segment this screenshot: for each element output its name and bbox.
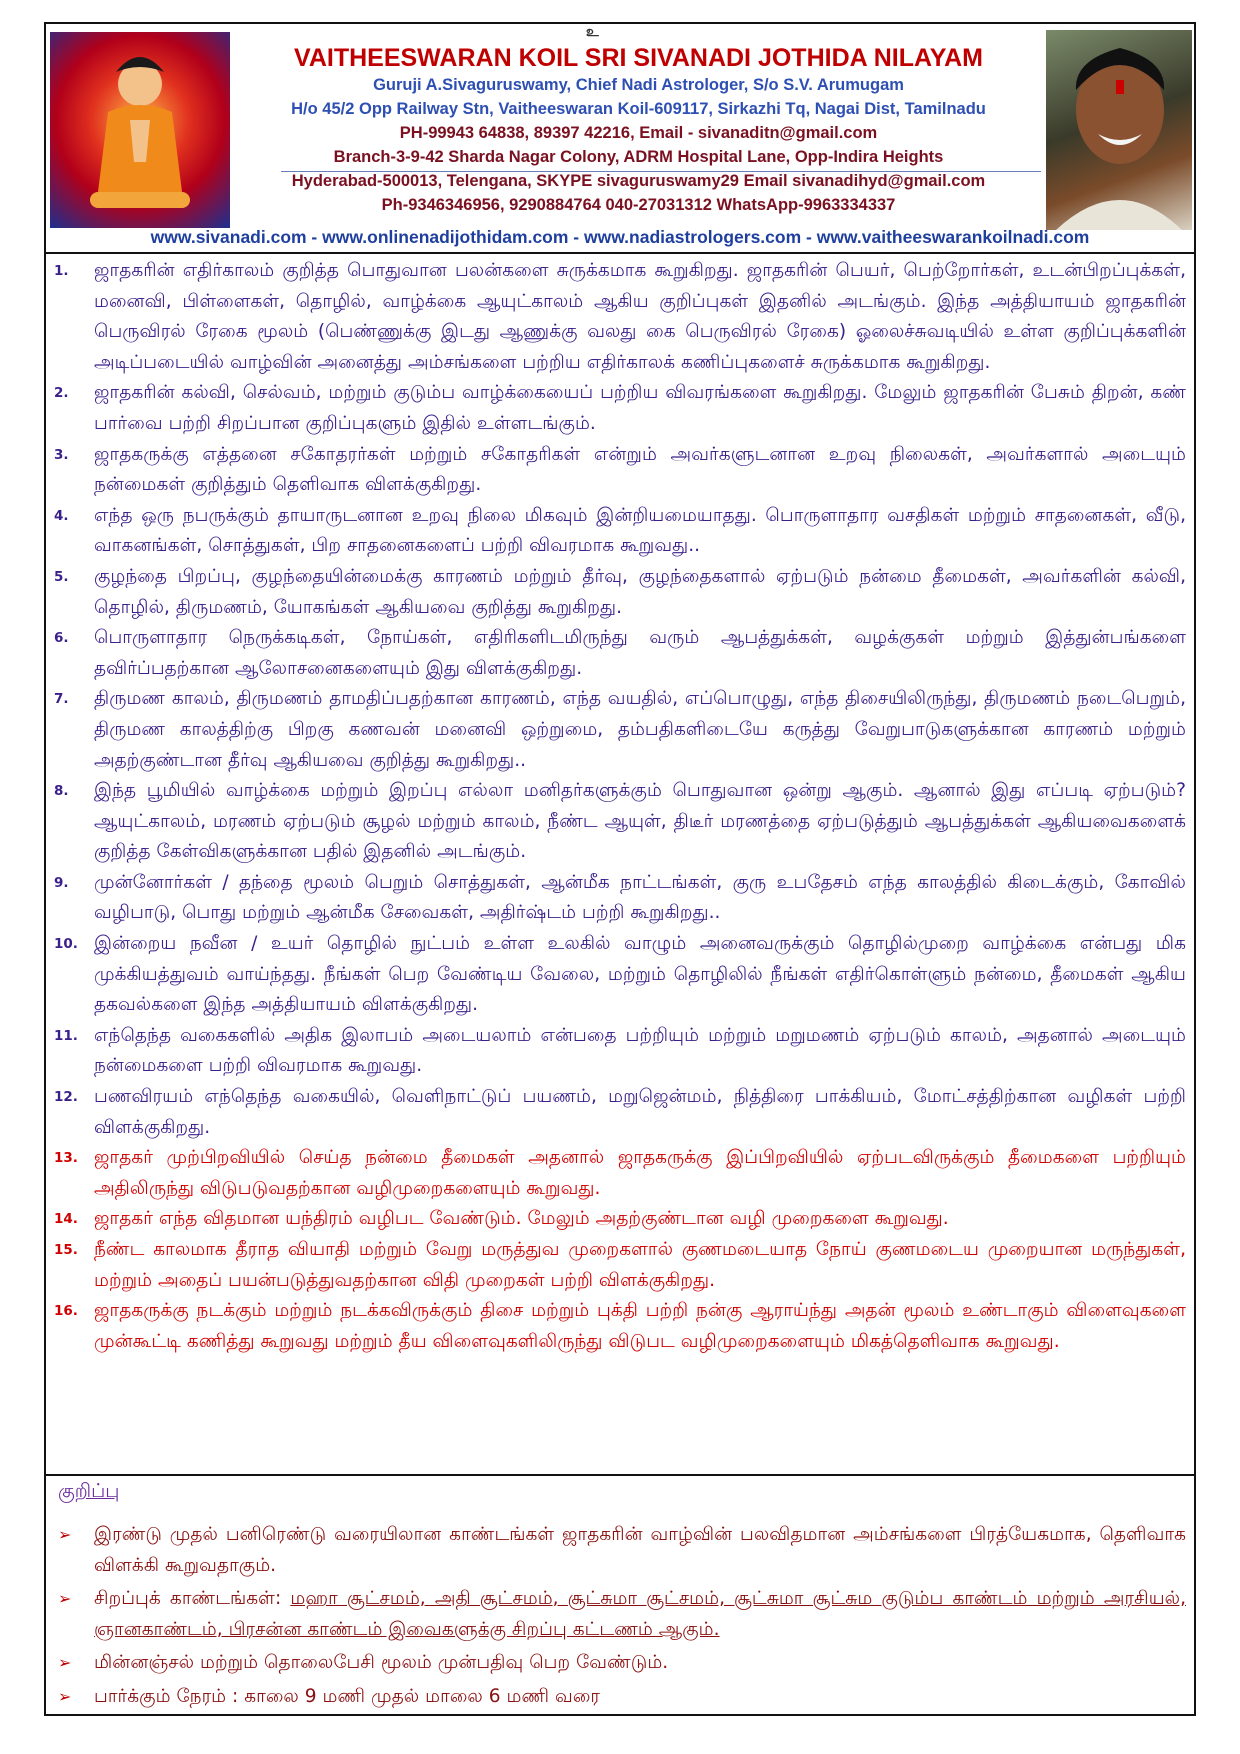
branch-line-3: Ph-9346346956, 9290884764 040-27031312 WhatsApp-9963334337 xyxy=(381,196,896,214)
note-item xyxy=(46,1520,1194,1581)
guruji-line: Guruji A.Sivaguruswamy, Chief Nadi Astrologer, S/o S.V. Arumugam xyxy=(373,76,904,94)
note-text: பார்க்கும் நேரம் : காலை 9 மணி முதல் மாலை 6 மணி வரை xyxy=(94,1685,601,1707)
item-number: 12. xyxy=(54,1089,78,1106)
list-item xyxy=(46,1082,1194,1143)
deity-figure-icon xyxy=(50,32,230,228)
item-number: 13. xyxy=(54,1150,78,1167)
deity-image xyxy=(50,32,230,228)
list-item xyxy=(46,501,1194,562)
list-item xyxy=(46,378,1194,439)
note-item xyxy=(46,1584,1194,1645)
notes-list xyxy=(46,1520,1194,1716)
note-item xyxy=(46,1648,1194,1679)
list-item xyxy=(46,562,1194,623)
item-text: ஜாதகர் எந்த விதமான யந்திரம் வழிபட வேண்டும். மேலும் அதற்குண்டான வழி முறைகளை கூறுவது. xyxy=(94,1208,949,1230)
item-number: 4. xyxy=(54,507,69,524)
item-number: 10. xyxy=(54,936,78,953)
item-text: எந்தெந்த வகைகளில் அதிக இலாபம் அடையலாம் என்பதை பற்றியும் மற்றும் மறுமணம் ஏற்படும் காலம், அதனால் அடையும் நன்மைகளை பற்றி விவரமாக கூறுவது. xyxy=(94,1024,1186,1077)
item-number: 6. xyxy=(54,630,69,647)
item-number: 7. xyxy=(54,691,69,708)
portrait-icon xyxy=(1046,30,1192,230)
item-text: இந்த பூமியில் வாழ்க்கை மற்றும் இறப்பு எல்லா மனிதர்களுக்கும் பொதுவான ஒன்று ஆகும். ஆனால் இது எப்படி ஏற்படும்? ஆயுட்காலம், மரணம் ஏற்படும் சூழல் மற்றும் காலம், நீண்ட ஆயுள், திடீர் மரணத்தை ஏற்படுத்தும் ஆபத்துக்கள் ஆகியவைகளைக் குறித்த கேள்விகளுக்கான பதில் இதனில் அடங்கும். xyxy=(94,780,1186,863)
item-text: குழந்தை பிறப்பு, குழந்தையின்மைக்கு காரணம் மற்றும் தீர்வு, குழந்தைகளால் ஏற்படும் நன்மை தீமைகள், அவர்களின் கல்வி, தொழில், திருமணம், யோகங்கள் ஆகியவை குறித்து கூறுகிறது. xyxy=(94,565,1186,618)
item-number: 9. xyxy=(54,874,69,891)
arrow-bullet-icon: ➢ xyxy=(58,1686,72,1706)
item-text: இன்றைய நவீன / உயர் தொழில் நுட்பம் உள்ள உலகில் வாழும் அனைவருக்கும் தொழில்முறை வாழ்க்கை என்பது மிக முக்கியத்துவம் வாய்ந்தது. நீங்கள் பெற வேண்டிய வேலை, மற்றும் தொழிலில் நீங்கள் எதிர்கொள்ளும் நன்மை, தீமைகள் ஆகிய தகவல்களை இந்த அத்தியாயம் விளக்குகிறது. xyxy=(94,933,1186,1016)
item-number: 3. xyxy=(54,446,69,463)
item-text: ஜாதகரின் கல்வி, செல்வம், மற்றும் குடும்ப வாழ்க்கையைப் பற்றிய விவரங்களை கூறுகிறது. மேலும் ஜாதகரின் பேசும் திறன், கண் பார்வை பற்றி சிறப்பான குறிப்புகளும் இதில் உள்ளடங்கும். xyxy=(94,382,1186,434)
item-text: ஜாதகரின் எதிர்காலம் குறித்த பொதுவான பலன்களை சுருக்கமாக கூறுகிறது. ஜாதகரின் பெயர், பெற்றோர்கள், உடன்பிறப்புக்கள், மனைவி, பிள்ளைகள், தொழில், வாழ்க்கை ஆயுட்காலம் ஆகிய குறிப்புகள் இதனில் அடங்கும். இந்த அத்தியாயம் ஜாதகரின் பெருவிரல் ரேகை மூலம் (பெண்ணுக்கு இடது ஆணுக்கு வலது கை பெருவிரல் ரேகை) ஓலைச்சுவடியில் உள்ள குறிப்புக்களின் அடிப்படையில் வாழ்வின் அனைத்து அம்சங்களை பற்றிய எதிர்காலக் கணிப்புகளைச் சுருக்கமாக கூறுகிறது. xyxy=(94,260,1186,373)
item-text: ஜாதகருக்கு நடக்கும் மற்றும் நடக்கவிருக்கும் திசை மற்றும் புக்தி பற்றி நன்கு ஆராய்ந்து அதன் மூலம் உண்டாகும் விளைவுகளை முன்கூட்டி கணித்து கூறுவது மற்றும் தீய விளைவுகளிலிருந்து விடுபட வழிமுறைகளையும் மிகத்தெளிவாக கூறுவது. xyxy=(94,1300,1186,1352)
list-item xyxy=(46,1021,1194,1082)
item-text: பொருளாதார நெருக்கடிகள், நோய்கள், எதிரிகளிடமிருந்து வரும் ஆபத்துக்கள், வழக்குகள் மற்றும் இத்துன்பங்களை தவிர்ப்பதற்கான ஆலோசனைகளையும் இது விளக்குகிறது. xyxy=(94,627,1186,679)
branch-line-2: Hyderabad-500013, Telengana, SKYPE sivaguruswamy29 Email sivanadihyd@gmail.com xyxy=(291,172,986,190)
website-links: www.sivanadi.com - www.onlinenadijothidam.com - www.nadiastrologers.com - www.vaitheeswarankoilnadi.com xyxy=(150,227,1090,247)
note-text: மின்னஞ்சல் மற்றும் தொலைபேசி மூலம் முன்பதிவு பெற வேண்டும். xyxy=(94,1652,669,1674)
arrow-bullet-icon: ➢ xyxy=(58,1525,72,1544)
item-text: முன்னோர்கள் / தந்தை மூலம் பெறும் சொத்துகள், ஆன்மீக நாட்டங்கள், குரு உபதேசம் எந்த காலத்தில் கிடைக்கும், கோவில் வழிபாடு, பொது மற்றும் ஆன்மீக சேவைகள், அதிர்ஷ்டம் பற்றி கூறுகிறது.. xyxy=(94,871,1186,924)
list-item xyxy=(46,868,1194,929)
om-symbol: உ xyxy=(586,24,599,40)
note-text-underlined: மஹா சூட்சமம், அதி சூட்சமம், சூட்சுமா சூட்சமம், சூட்சுமா சூட்சும குடும்ப காண்டம் மற்றும் அரசியல், ஞானகாண்டம், பிரசன்ன காண்டம் இவைகளுக்கு சிறப்பு கட்டணம் ஆகும். xyxy=(94,1588,1186,1640)
item-number: 2. xyxy=(54,385,69,402)
list-item xyxy=(46,1143,1194,1204)
page-title: VAITHEESWARAN KOIL SRI SIVANADI JOTHIDA NILAYAM xyxy=(294,44,983,72)
notes-divider xyxy=(46,1474,1194,1476)
note-item xyxy=(46,1682,1194,1713)
arrow-bullet-icon: ➢ xyxy=(58,1653,72,1673)
item-number: 15. xyxy=(54,1242,78,1258)
chapter-list xyxy=(46,256,1194,1357)
phone-email-line: PH-99943 64838, 89397 42216, Email - sivanaditn@gmail.com xyxy=(399,124,878,142)
item-number: 5. xyxy=(54,568,69,585)
list-item xyxy=(46,776,1194,868)
page-border xyxy=(44,22,1196,1716)
item-number: 8. xyxy=(54,783,69,800)
item-text: எந்த ஒரு நபருக்கும் தாயாருடனான உறவு நிலை மிகவும் இன்றியமையாதது. பொருளாதார வசதிகள் மற்றும் சாதனைகள், வீடு, வாகனங்கள், சொத்துகள், பிற சாதனைகளைப் பற்றி விவரமாக கூறுவது.. xyxy=(94,504,1186,557)
note-lead: சிறப்புக் காண்டங்கள்: xyxy=(94,1588,291,1610)
list-item xyxy=(46,1204,1194,1235)
note-text: இரண்டு முதல் பனிரெண்டு வரையிலான காண்டங்கள் ஜாதகரின் வாழ்வின் பலவிதமான அம்சங்களை பிரத்யேகமாக, தெளிவாக விளக்கி கூறுவதாகும். xyxy=(94,1524,1186,1576)
address-line: H/o 45/2 Opp Railway Stn, Vaitheeswaran Koil-609117, Sirkazhi Tq, Nagai Dist, Tamilnadu xyxy=(291,100,986,118)
list-item xyxy=(46,929,1194,1021)
arrow-bullet-icon: ➢ xyxy=(58,1589,72,1609)
item-text: பணவிரயம் எந்தெந்த வகையில், வெளிநாட்டுப் பயணம், மறுஜென்மம், நித்திரை பாக்கியம், மோட்சத்திற்கான வழிகள் பற்றி விளக்குகிறது. xyxy=(94,1086,1186,1138)
list-item xyxy=(46,440,1194,501)
letterhead xyxy=(46,24,1194,254)
item-text: ஜாதகருக்கு எத்தனை சகோதரர்கள் மற்றும் சகோதரிகள் என்றும் அவர்களுடனான உறவு நிலைகள், அவர்களால் அடையும் நன்மைகள் குறித்தும் தெளிவாக விளக்குகிறது. xyxy=(94,443,1186,496)
item-text: ஜாதகர் முற்பிறவியில் செய்த நன்மை தீமைகள் அதனால் ஜாதகருக்கு இப்பிறவியில் ஏற்படவிருக்கும் தீமைகளை பற்றியும் அதிலிருந்து விடுபடுவதற்கான வழிமுறைகளையும் கூறுவது. xyxy=(94,1147,1186,1199)
item-number: 11. xyxy=(54,1027,78,1044)
list-item xyxy=(46,1235,1194,1296)
item-number: 1. xyxy=(54,263,69,279)
item-text: திருமண காலம், திருமணம் தாமதிப்பதற்கான காரணம், எந்த வயதில், எப்பொழுது, எந்த திசையிலிருந்து, திருமணம் நடைபெறும், திருமண காலத்திற்கு பிறகு கணவன் மனைவி ஒற்றுமை, தம்பதிகளிடையே கருத்து வேறுபாடுகளுக்கான காரணம் மற்றும் அதற்குண்டான தீர்வு ஆகியவை குறித்து கூறுகிறது.. xyxy=(94,688,1186,771)
list-item xyxy=(46,256,1194,378)
notes-heading: குறிப்பு xyxy=(58,1480,120,1502)
item-number: 16. xyxy=(54,1303,78,1320)
item-text: நீண்ட காலமாக தீராத வியாதி மற்றும் வேறு மருத்துவ முறைகளால் குணமடையாத நோய் குணமடைய முறையான மருந்துகள், மற்றும் அதைப் பயன்படுத்துவதற்கான விதி முறைகள் பற்றி விளக்குகிறது. xyxy=(94,1239,1187,1291)
guruji-photo xyxy=(1046,30,1192,230)
branch-line-1: Branch-3-9-42 Sharda Nagar Colony, ADRM Hospital Lane, Opp-Indira Heights xyxy=(333,148,944,166)
item-number: 14. xyxy=(54,1211,78,1228)
list-item xyxy=(46,1296,1194,1357)
list-item xyxy=(46,684,1194,776)
list-item xyxy=(46,623,1194,684)
